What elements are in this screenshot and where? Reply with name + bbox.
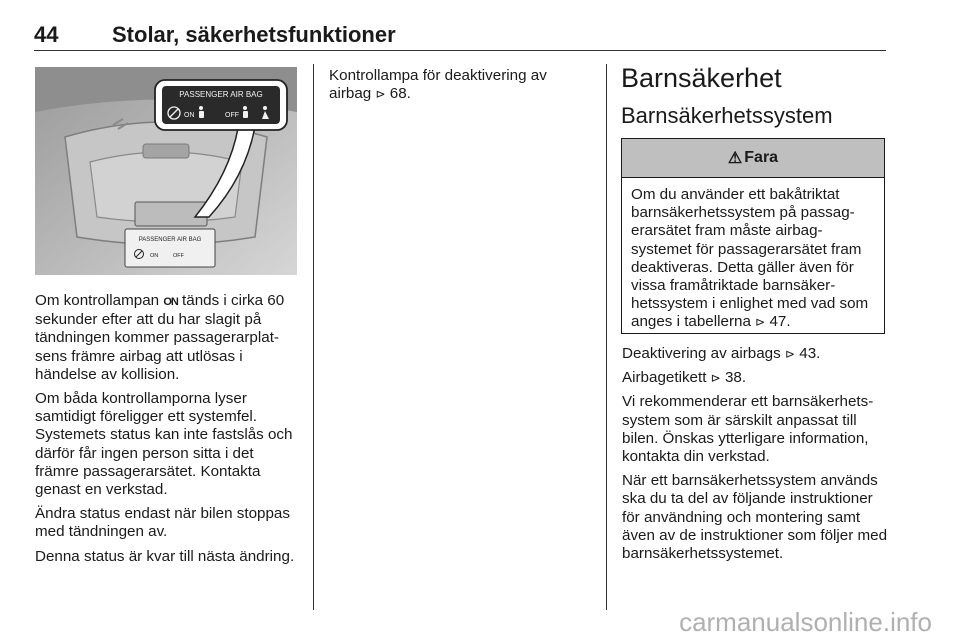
on-label: ON — [184, 112, 195, 119]
text-fragment: Om kontrollampan — [35, 292, 164, 309]
paragraph-indicator-reference — [329, 67, 589, 103]
page-reference[interactable]: 43. — [799, 345, 821, 362]
column-divider-1 — [313, 64, 314, 610]
subsection-heading: Barnsäkerhetssystem — [621, 103, 833, 128]
page-reference-arrow-icon: ⊳ — [375, 87, 386, 102]
right-column — [622, 345, 888, 569]
middle-column — [329, 67, 589, 109]
reference-deactivation — [622, 345, 888, 363]
danger-warning-box — [621, 138, 885, 334]
column-divider-2 — [606, 64, 607, 610]
text-fragment: Deaktivering av airbags — [622, 345, 781, 362]
page-reference-arrow-icon: ⊳ — [710, 371, 721, 386]
reference-airbag-label — [622, 369, 888, 387]
paragraph-indicator-on — [35, 292, 301, 384]
page-reference[interactable]: 68. — [389, 85, 411, 103]
passenger-airbag-on-icon: ON — [163, 296, 178, 308]
warning-triangle-icon: ⚠ — [727, 150, 743, 167]
section-heading: Barnsäkerhet — [621, 63, 782, 93]
left-column — [35, 292, 301, 572]
header-divider — [34, 50, 886, 51]
page-title: Stolar, säkerhetsfunktioner — [112, 22, 396, 47]
paragraph-system-fault: Om båda kontrollamporna lyser samtidigt föreligger ett systemfel. Systemets status kan inte fastslås och därför får ingen person sitta i det främre passagerarsätet. Kontakta genast en verkstad. — [35, 390, 293, 499]
small-off-label: OFF — [173, 253, 184, 259]
text-fragment: Kontrollampa för deaktivering av airbag — [329, 67, 547, 103]
page-reference-arrow-icon: ⊳ — [784, 347, 796, 361]
airbag-indicator-figure — [35, 67, 297, 275]
warning-header — [622, 139, 884, 178]
paragraph-change-status: Ändra status endast när bilen stoppas med tändningen av. — [35, 505, 290, 541]
paragraph-recommendation: Vi rekommenderar ett barnsäkerhetssystem som är särskilt anpassat till bilen. Önskas ytterligare information, kontakta din verkstad. — [622, 393, 874, 466]
text-fragment: Airbagetikett — [622, 369, 707, 387]
small-on-label: ON — [150, 253, 159, 259]
paragraph-instructions: När ett barnsäkerhetssystem används ska du ta del av följande instruktioner för användning och montering samt även av de instruktioner som följer med barnsäkerhetssystemet. — [622, 472, 888, 563]
warning-title: Fara — [744, 149, 779, 166]
warning-body — [622, 178, 884, 332]
watermark: carmanualsonline.info — [679, 607, 932, 637]
paragraph-status-persists: Denna status är kvar till nästa ändring. — [35, 547, 295, 565]
page-reference-arrow-icon: ⊳ — [755, 315, 766, 330]
panel-label: PASSENGER AIR BAG — [179, 90, 263, 99]
small-panel-label: PASSENGER AIR BAG — [138, 237, 202, 243]
off-label: OFF — [225, 112, 239, 119]
text-fragment: tänds i cirka 60 sekunder efter att du har slagit på tändningen kommer passagerarplatsens främre airbag att utlösas i händelse av kollision. — [35, 292, 285, 383]
page-reference[interactable]: 47. — [769, 313, 791, 331]
page-reference[interactable]: 38. — [724, 369, 747, 387]
page-number: 44 — [34, 22, 59, 47]
text-fragment: Om du använder ett bakåtriktat barnsäkerhetssystem på passagerarsätet fram måste airbagsystemet för passagerarsätet fram deaktiveras. Detta gäller även för vissa framåtriktade barnsäkerhetssystem i enlighet med vad som anges i tabellerna — [631, 186, 869, 331]
